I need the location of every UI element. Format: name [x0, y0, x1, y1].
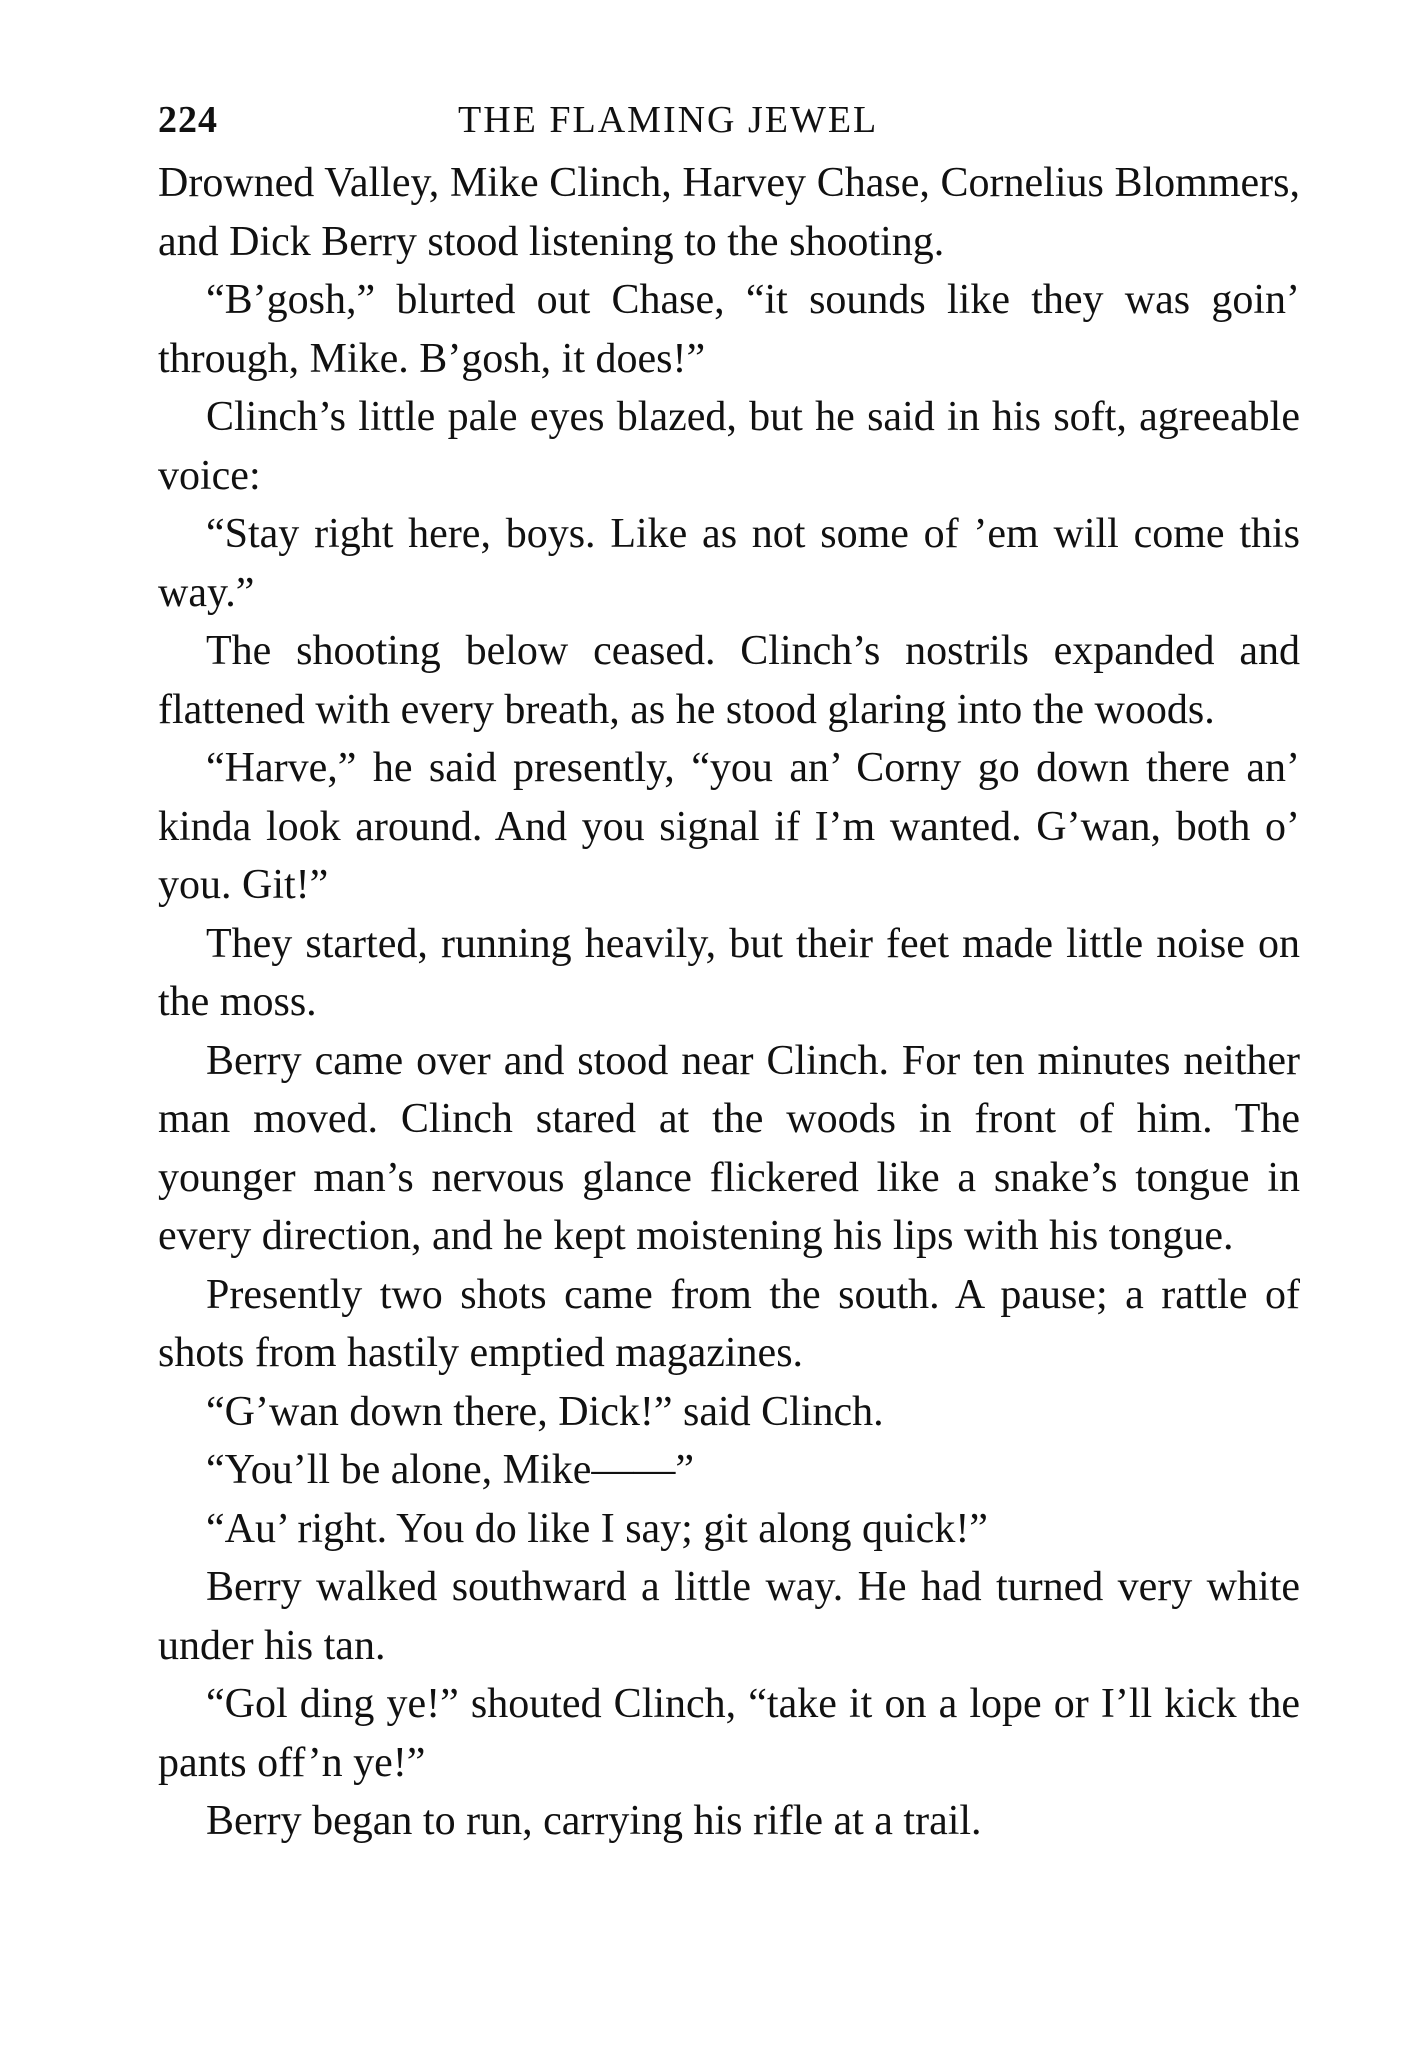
paragraph: “G’wan down there, Dick!” said Clinch.: [206, 1388, 884, 1435]
paragraph: “Harve,” he said presently, “you an’ Corny go down there an’ kinda look around. And you signal if I’m wanted. G’wan, both o’ you. Git!”: [158, 745, 1300, 908]
paragraph: “Gol ding ye!” shouted Clinch, “take it on a lope or I’ll kick the pants off’n ye!”: [158, 1681, 1300, 1786]
paragraph: They started, running heavily, but their feet made little noise on the moss.: [158, 920, 1300, 1025]
paragraph: The shooting below ceased. Clinch’s nostrils expanded and flattened with every breath, as he stood glaring into the woods.: [158, 628, 1300, 733]
paragraph: “You’ll be alone, Mike——”: [206, 1447, 694, 1493]
paragraph: “Stay right here, boys. Like as not some of ’em will come this way.”: [158, 511, 1300, 616]
paragraph: Presently two shots came from the south. A pause; a rattle of shots from hastily emptied magazines.: [158, 1271, 1300, 1376]
running-title: THE FLAMING JEWEL: [458, 99, 879, 141]
page-header: [158, 98, 1300, 154]
book-page: [158, 98, 1300, 1851]
paragraph: Berry walked southward a little way. He had turned very white under his tan.: [158, 1564, 1300, 1669]
paragraph: Berry came over and stood near Clinch. For ten minutes neither man moved. Clinch stared at the woods in front of him. The younger man’s nervous glance flickered like a snake’s tongue in every direction, and he kept moistening his lips with his tongue.: [158, 1037, 1300, 1259]
paragraph: Drowned Valley, Mike Clinch, Harvey Chase, Cornelius Blommers, and Dick Berry stood listening to the shooting.: [158, 160, 1300, 265]
body-text: [158, 154, 1300, 1851]
paragraph: “Au’ right. You do like I say; git along quick!”: [206, 1505, 988, 1552]
paragraph: “B’gosh,” blurted out Chase, “it sounds like they was goin’ through, Mike. B’gosh, it does!”: [158, 277, 1300, 382]
paragraph: Clinch’s little pale eyes blazed, but he said in his soft, agreeable voice:: [158, 394, 1300, 499]
page-number: 224: [158, 99, 218, 141]
paragraph: Berry began to run, carrying his rifle at a trail.: [206, 1798, 982, 1844]
